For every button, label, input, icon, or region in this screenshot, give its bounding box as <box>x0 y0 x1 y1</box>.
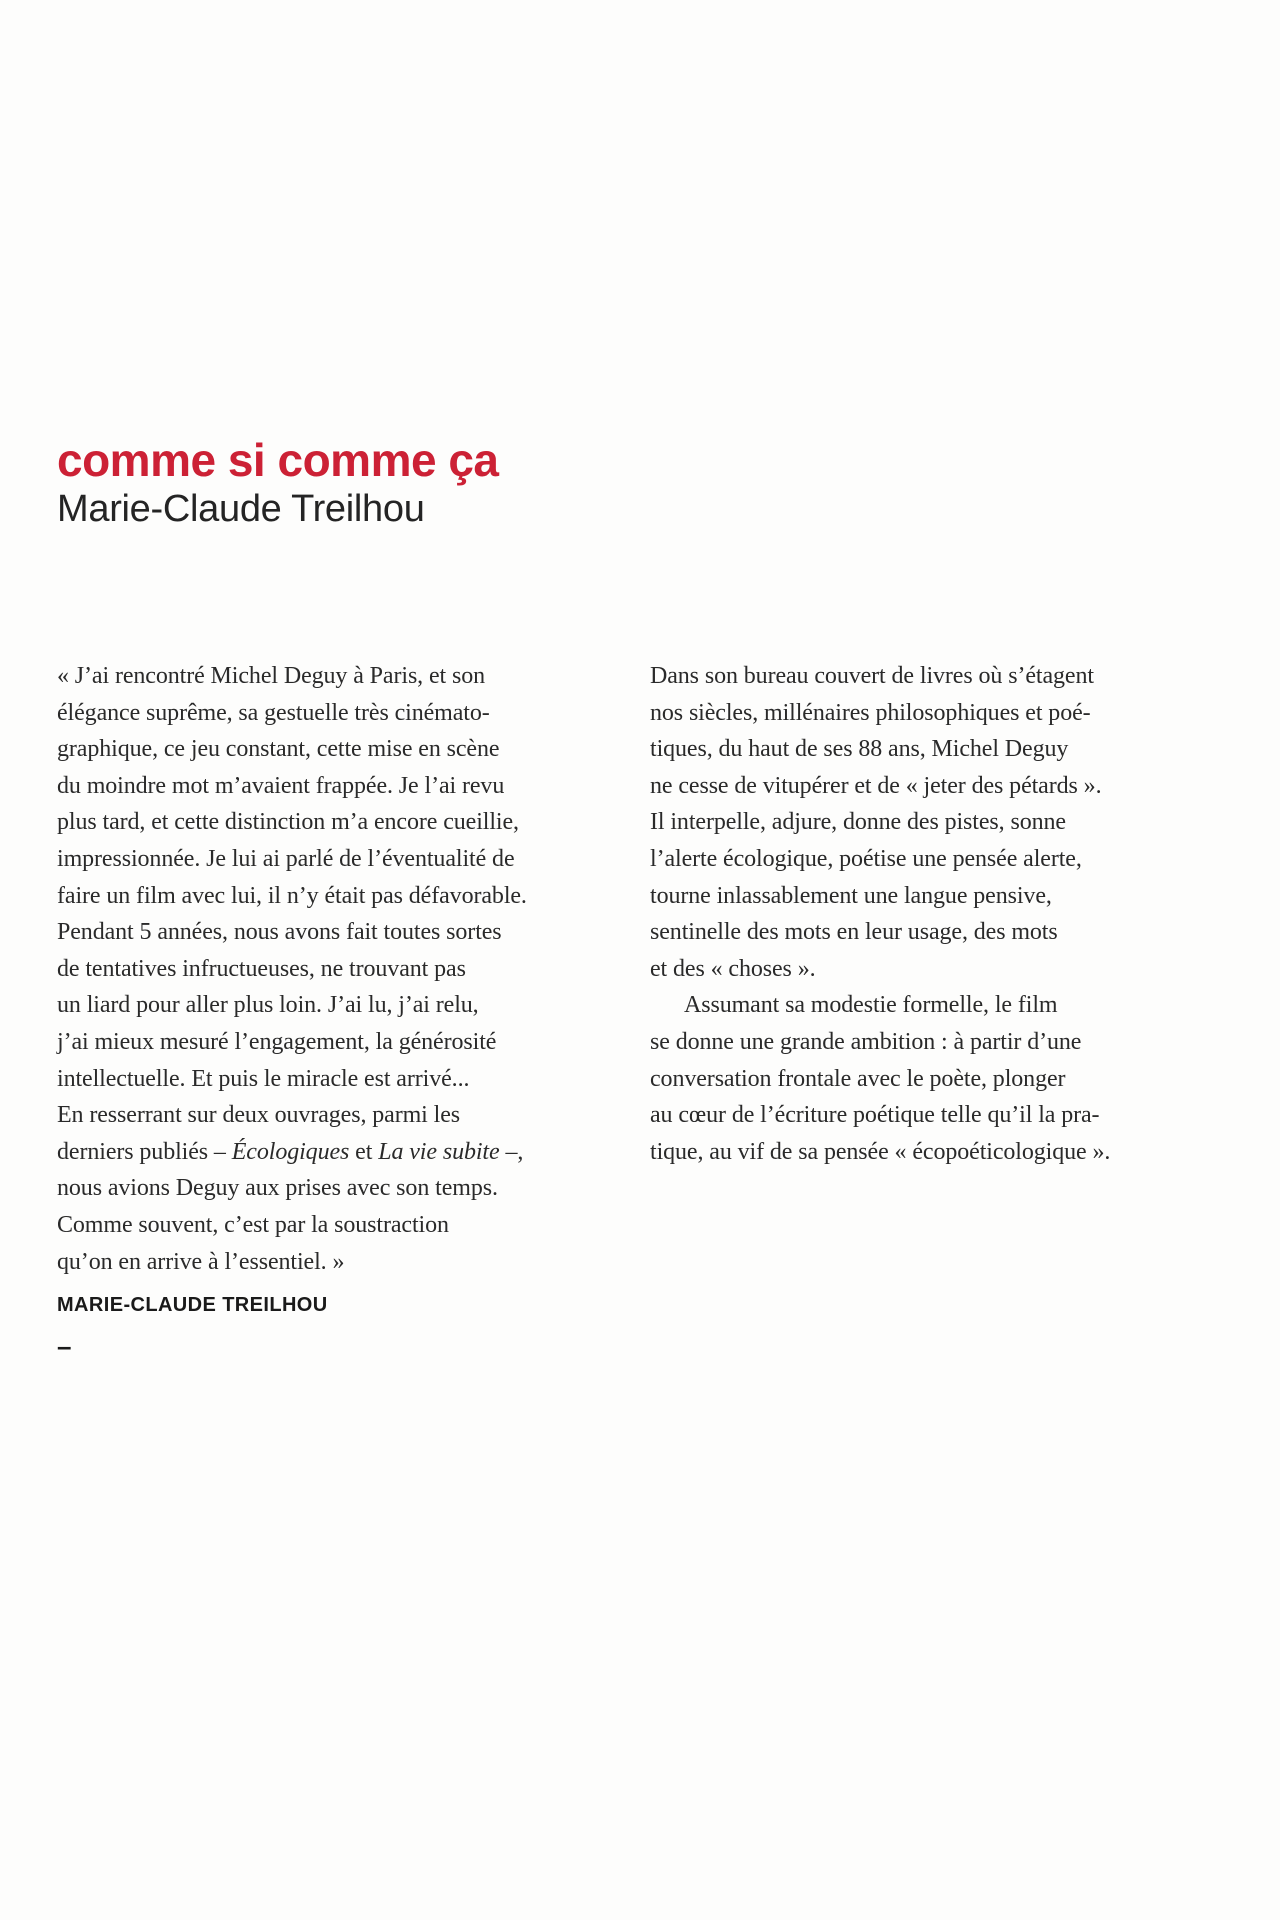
text-line: nos siècles, millénaires philosophiques et poé- <box>650 699 1091 726</box>
text-line: tourne inlassablement une langue pensive, <box>650 882 1052 909</box>
quote-column <box>57 658 622 1362</box>
text-line: derniers publiés – Écologiques et La vie subite –, <box>57 1138 524 1165</box>
film-title: comme si comme ça <box>57 434 499 486</box>
text-line: « J’ai rencontré Michel Deguy à Paris, et son <box>57 663 486 689</box>
text-line: plus tard, et cette distinction m’a encore cueillie, <box>57 809 519 836</box>
text-line: un liard pour aller plus loin. J’ai lu, j’ai relu, <box>57 992 479 1019</box>
synopsis-column <box>650 658 1225 1170</box>
text-line: élégance suprême, sa gestuelle très cinémato- <box>57 699 490 726</box>
text-line: conversation frontale avec le poète, plonger <box>650 1065 1066 1092</box>
text-line: sentinelle des mots en leur usage, des mots <box>650 919 1058 946</box>
text-line: Assumant sa modestie formelle, le film <box>684 992 1058 1019</box>
text-line: Comme souvent, c’est par la soustraction <box>57 1211 449 1238</box>
text-line: tique, au vif de sa pensée « écopoéticologique ». <box>650 1138 1111 1165</box>
end-dash: – <box>57 1331 72 1362</box>
synopsis-text <box>650 658 1225 1170</box>
text-line: l’alerte écologique, poétise une pensée alerte, <box>650 845 1082 872</box>
text-line: faire un film avec lui, il n’y était pas défavorable. <box>57 882 527 909</box>
byline: MARIE-CLAUDE TREILHOU <box>57 1294 328 1317</box>
text-line: Pendant 5 années, nous avons fait toutes sortes <box>57 919 502 946</box>
text-line: impressionnée. Je lui ai parlé de l’éventualité de <box>57 845 515 872</box>
text-line: nous avions Deguy aux prises avec son temps. <box>57 1175 498 1202</box>
article-header <box>57 436 499 531</box>
director-quote-text <box>57 658 622 1280</box>
text-line: de tentatives infructueuses, ne trouvant pas <box>57 955 466 982</box>
text-line: j’ai mieux mesuré l’engagement, la générosité <box>57 1028 497 1055</box>
director-name: Marie-Claude Treilhou <box>57 487 425 530</box>
text-line: au cœur de l’écriture poétique telle qu’il la pra- <box>650 1102 1100 1129</box>
text-line: qu’on en arrive à l’essentiel. » <box>57 1248 345 1275</box>
text-line: En resserrant sur deux ouvrages, parmi les <box>57 1102 461 1129</box>
text-line: ne cesse de vitupérer et de « jeter des pétards ». <box>650 772 1102 799</box>
text-line: Il interpelle, adjure, donne des pistes, sonne <box>650 809 1066 836</box>
text-line: tiques, du haut de ses 88 ans, Michel Deguy <box>650 736 1069 763</box>
text-line: graphique, ce jeu constant, cette mise en scène <box>57 736 500 763</box>
text-line: se donne une grande ambition : à partir d’une <box>650 1028 1082 1055</box>
text-line: du moindre mot m’avaient frappée. Je l’ai revu <box>57 772 505 799</box>
text-line: Dans son bureau couvert de livres où s’étagent <box>650 663 1094 689</box>
text-line: et des « choses ». <box>650 955 816 982</box>
text-line: intellectuelle. Et puis le miracle est arrivé... <box>57 1065 470 1092</box>
